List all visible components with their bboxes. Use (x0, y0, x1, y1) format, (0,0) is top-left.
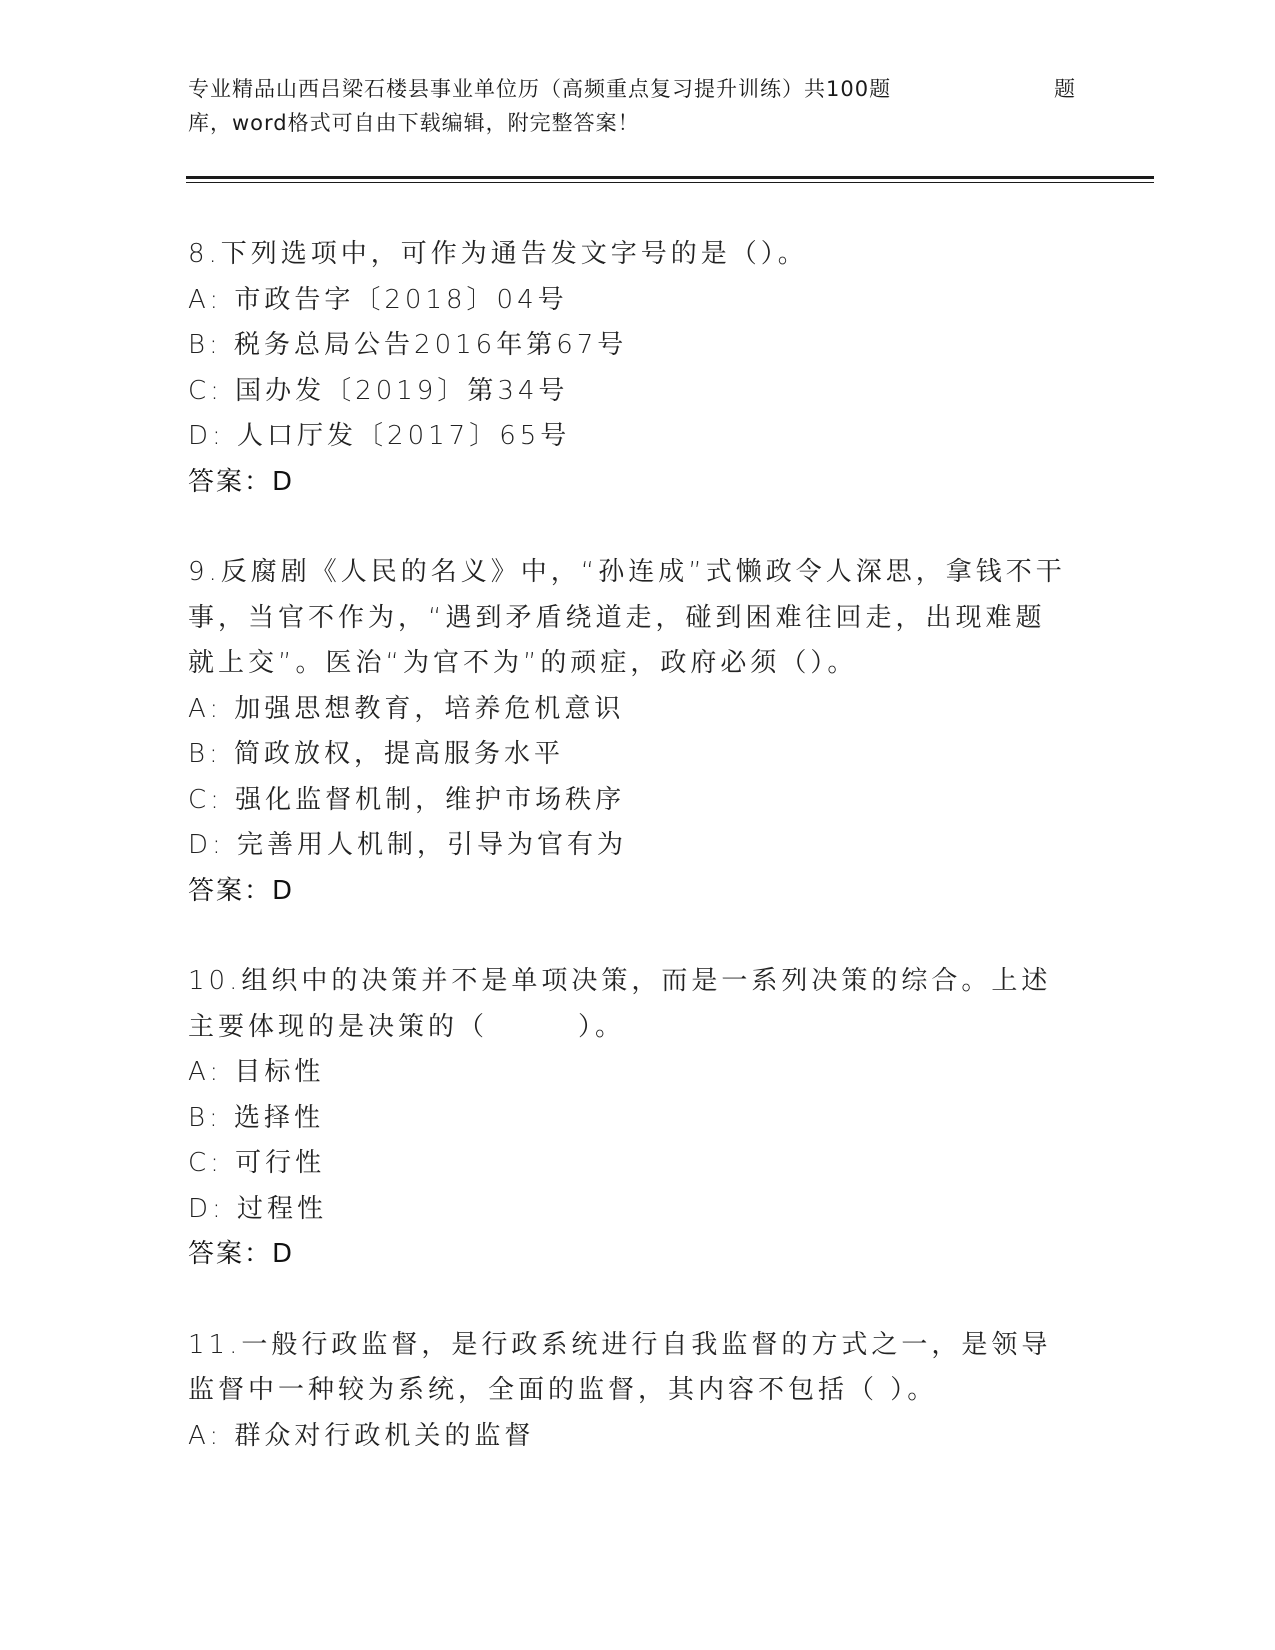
option-b: B: 选择性 (188, 1102, 325, 1133)
option-b: B: 税务总局公告2016年第67号 (188, 330, 628, 360)
question-list (188, 232, 1068, 1459)
question-9 (188, 550, 1068, 914)
page-header (188, 72, 1088, 140)
option-a: A: 加强思想教育，培养危机意识 (188, 693, 625, 724)
option-a: A: 目标性 (188, 1057, 325, 1087)
option-c: C: 国办发〔2019〕第34号 (188, 375, 569, 406)
question-stem: 11.一般行政监督，是行政系统进行自我监督的方式之一，是领导监督中一种较为系统，全面的监督，其内容不包括（ ）。 (188, 1329, 1052, 1405)
option-d: D: 过程性 (188, 1193, 328, 1224)
option-a: A: 市政告字〔2018〕04号 (188, 284, 568, 315)
option-d: D: 完善用人机制，引导为官有为 (188, 830, 628, 860)
answer-line: 答案：D (188, 466, 295, 497)
question-8 (188, 232, 1068, 505)
header-divider (186, 176, 1154, 179)
header-title-text: 专业精品山西吕梁石楼县事业单位历（高频重点复习提升训练）共100题 (188, 77, 892, 101)
header-title-tail: 题 (1054, 77, 1076, 101)
question-11 (188, 1323, 1068, 1460)
header-title-line2: 库，word格式可自由下载编辑，附完整答案！ (188, 111, 640, 135)
question-stem: 9.反腐剧《人民的名义》中，“孙连成”式懒政令人深思，拿钱不干事，当官不作为，“遇到矛盾绕道走，碰到困难往回走，出现难题就上交”。医治“为官不为”的顽症，政府必须（）。 (188, 557, 1066, 678)
question-10 (188, 959, 1068, 1278)
question-stem: 8.下列选项中，可作为通告发文字号的是（）。 (188, 239, 808, 269)
header-title-line1 (188, 72, 1088, 106)
option-b: B: 简政放权，提高服务水平 (188, 739, 565, 769)
option-a: A: 群众对行政机关的监督 (188, 1420, 535, 1451)
option-c: C: 可行性 (188, 1148, 326, 1178)
question-stem: 10.组织中的决策并不是单项决策，而是一系列决策的综合。上述主要体现的是决策的（ ）。 (188, 966, 1052, 1042)
option-d: D: 人口厅发〔2017〕65号 (188, 421, 571, 451)
header-divider-thin (186, 182, 1154, 183)
answer-line: 答案：D (188, 1239, 295, 1269)
answer-line: 答案：D (188, 875, 295, 906)
option-c: C: 强化监督机制，维护市场秩序 (188, 784, 626, 815)
